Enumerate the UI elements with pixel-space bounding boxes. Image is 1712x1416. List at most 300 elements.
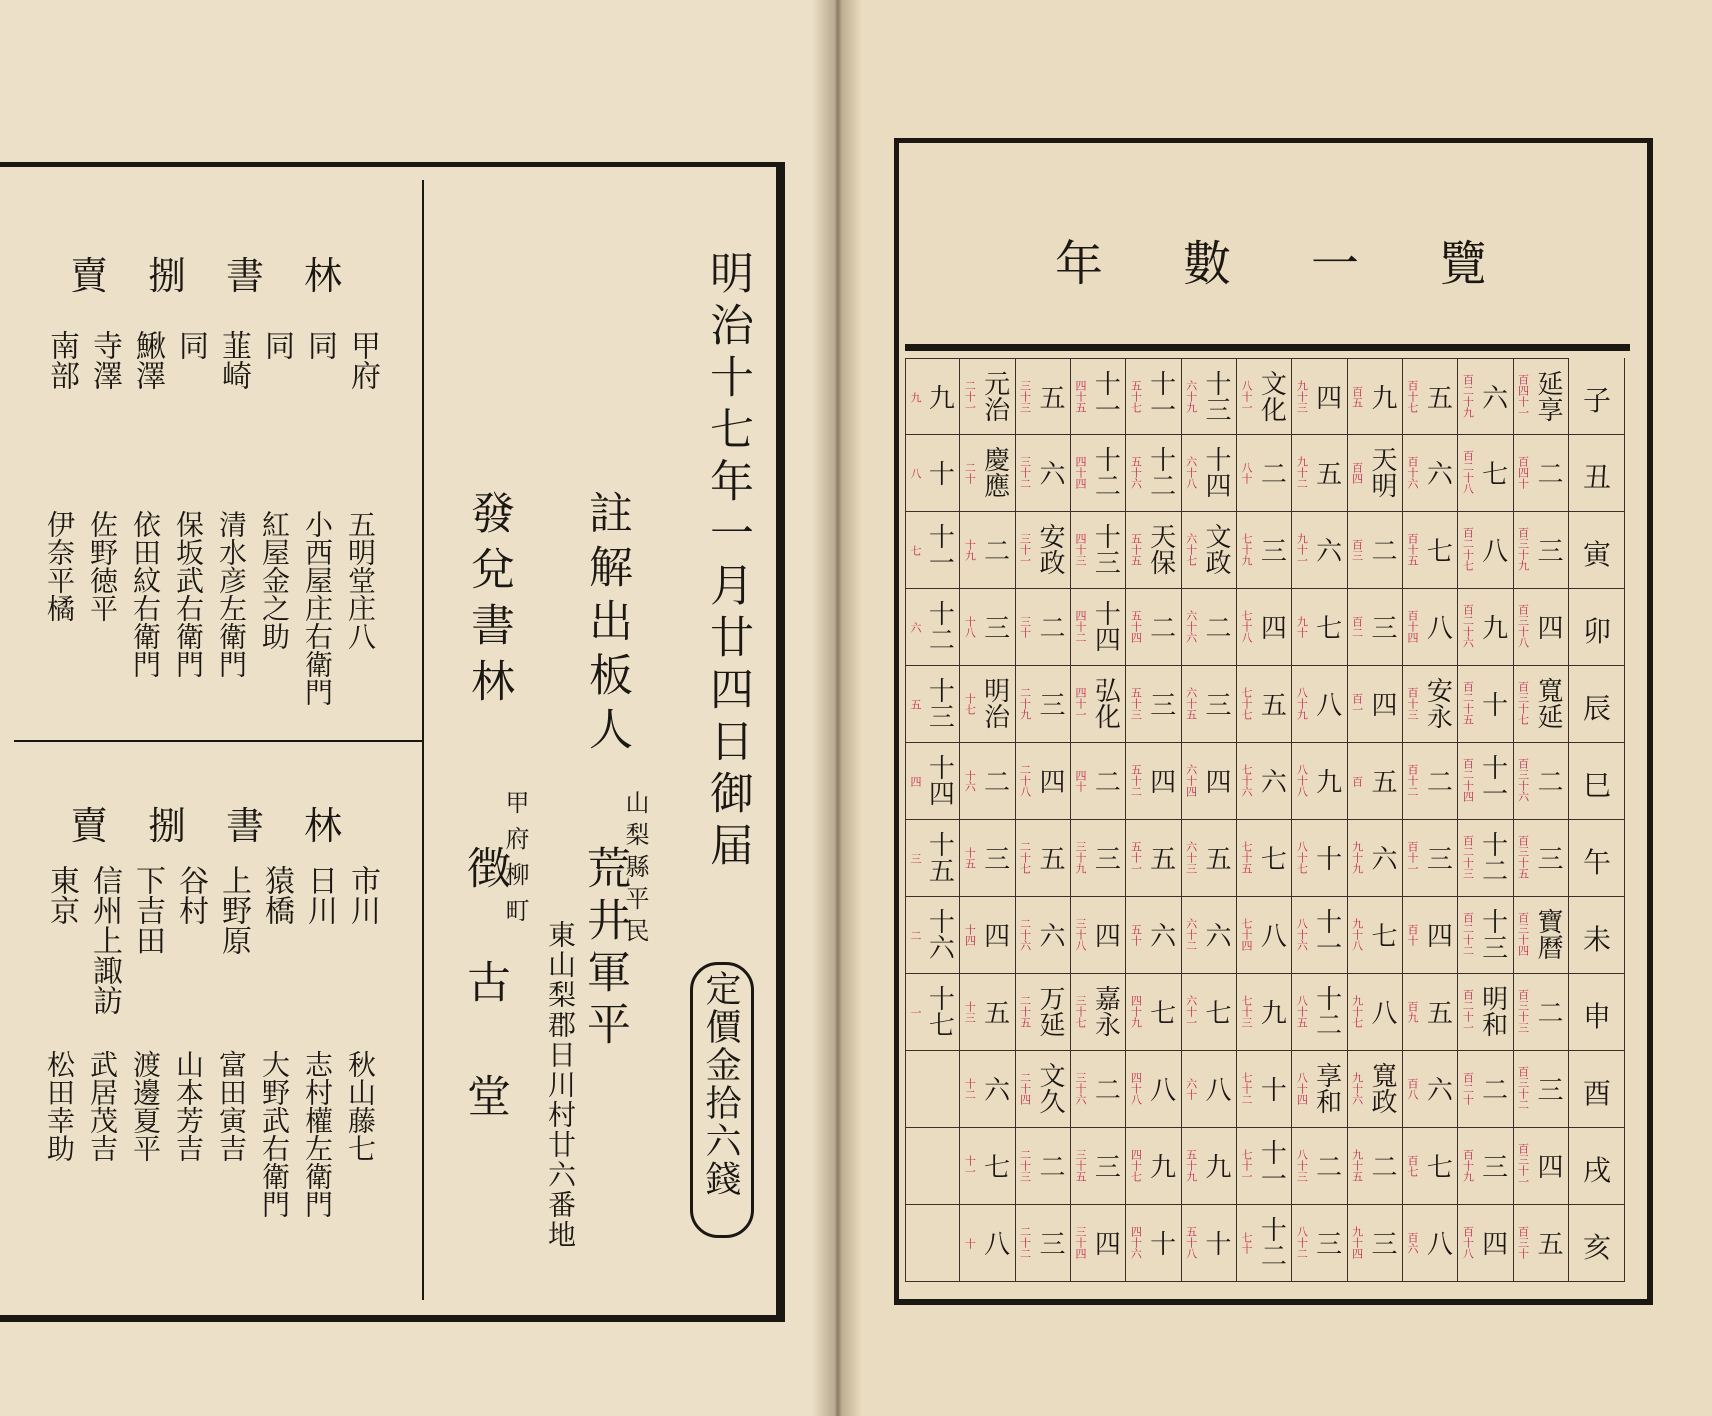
era-year: 三 — [1477, 1152, 1508, 1179]
era-year: 四 — [1145, 767, 1176, 794]
years-ago-count: 六十二 — [1184, 917, 1198, 951]
years-ago-count: 七十一 — [1240, 1148, 1253, 1182]
years-ago-count: 九十三 — [1295, 379, 1309, 413]
years-ago-count: 二十二 — [1018, 1225, 1032, 1259]
era-year: 嘉永 — [1090, 984, 1121, 1037]
years-ago-count: 十四 — [963, 923, 977, 946]
years-ago-count: 七 — [909, 544, 922, 556]
sellers-title-2: 賣捌書林 — [70, 804, 383, 848]
year-cell — [1458, 1205, 1513, 1282]
zodiac-label: 戌 — [1582, 1153, 1611, 1187]
seller-place: 谷村 — [173, 865, 208, 925]
year-cell — [1458, 743, 1513, 820]
era-year: 五 — [1145, 844, 1176, 871]
years-ago-count: 百二十七 — [1461, 526, 1475, 571]
years-ago-count: 五十九 — [1184, 1148, 1198, 1182]
years-ago-count: 四十六 — [1129, 1225, 1143, 1259]
zodiac-cell — [1569, 435, 1625, 512]
era-year: 二 — [1366, 536, 1397, 563]
year-cell — [1514, 435, 1569, 512]
year-cell — [1016, 435, 1071, 512]
years-ago-count: 七十五 — [1240, 840, 1253, 874]
years-ago-count: 四十 — [1074, 769, 1087, 792]
years-ago-count: 百三十六 — [1516, 757, 1530, 802]
years-ago-count: 百二 — [1350, 615, 1364, 638]
year-cell — [1458, 666, 1513, 743]
era-year: 四 — [1090, 921, 1121, 948]
years-ago-count: 五十四 — [1129, 609, 1143, 643]
years-ago-count: 三十三 — [1018, 379, 1032, 413]
era-year: 慶應 — [979, 445, 1010, 498]
year-cell — [1182, 666, 1237, 743]
year-cell — [1126, 974, 1181, 1051]
years-ago-count: 八十三 — [1295, 1148, 1309, 1182]
year-cell — [1182, 1205, 1237, 1282]
year-cell — [1348, 666, 1403, 743]
zodiac-label: 未 — [1582, 922, 1611, 956]
era-year: 六 — [1034, 921, 1065, 948]
era-year: 三 — [979, 613, 1010, 640]
zodiac-label: 亥 — [1582, 1230, 1611, 1264]
zodiac-cell — [1569, 974, 1625, 1051]
era-year: 三 — [1532, 536, 1563, 563]
era-year: 十七 — [924, 984, 955, 1037]
year-cell — [1071, 820, 1126, 897]
seller-name: 小西屋庄右衛門 — [301, 510, 334, 706]
era-year: 十一 — [1145, 369, 1176, 422]
era-year: 延享 — [1532, 369, 1563, 422]
era-year: 十四 — [1090, 599, 1121, 652]
seller-place: 同 — [173, 330, 208, 360]
era-year: 十二 — [1090, 445, 1121, 498]
years-ago-count: 三十七 — [1074, 994, 1087, 1028]
year-cell — [1237, 820, 1292, 897]
seller-name: 武居茂吉 — [86, 1050, 119, 1162]
era-year: 六 — [1311, 536, 1342, 563]
era-year: 二 — [1090, 1075, 1121, 1102]
years-ago-count: 七十八 — [1240, 609, 1253, 643]
year-cell — [1348, 974, 1403, 1051]
era-year: 安政 — [1034, 522, 1065, 575]
year-cell — [1237, 743, 1292, 820]
years-ago-count: 五十六 — [1129, 455, 1143, 489]
year-cell — [1403, 743, 1458, 820]
year-cell — [1237, 897, 1292, 974]
years-ago-count: 百六 — [1406, 1231, 1419, 1254]
table-title: 年數一覽 — [1055, 236, 1568, 292]
era-year: 五 — [1311, 459, 1342, 486]
year-cell — [905, 1205, 960, 1282]
era-year: 四 — [1090, 1229, 1121, 1256]
year-cell — [1403, 589, 1458, 666]
years-ago-count: 百二十四 — [1461, 757, 1475, 802]
zodiac-label: 巳 — [1582, 768, 1611, 802]
year-cell — [1514, 589, 1569, 666]
year-cell — [1292, 897, 1347, 974]
era-year: 八 — [1422, 613, 1453, 640]
year-cell — [1292, 358, 1347, 435]
years-ago-count: 三十二 — [1018, 455, 1032, 489]
years-ago-count: 五 — [909, 698, 922, 710]
era-year: 二 — [1532, 998, 1563, 1025]
year-cell — [1237, 1205, 1292, 1282]
year-cell — [1126, 743, 1181, 820]
sellers-divider — [14, 740, 422, 742]
price: 定價金拾六錢 — [700, 970, 741, 1198]
year-cell — [1126, 435, 1181, 512]
years-ago-count: 百二十九 — [1461, 373, 1475, 418]
year-cell — [1514, 743, 1569, 820]
years-ago-count: 二 — [909, 929, 922, 941]
years-ago-count: 六十七 — [1184, 532, 1198, 566]
era-year: 文政 — [1200, 522, 1231, 575]
year-grid — [905, 358, 1625, 1282]
year-cell — [960, 974, 1015, 1051]
year-cell — [1016, 1128, 1071, 1205]
years-ago-count: 六十五 — [1184, 686, 1198, 720]
era-year: 十三 — [924, 676, 955, 729]
era-year: 二 — [1532, 459, 1563, 486]
year-cell — [1403, 1128, 1458, 1205]
year-cell — [1016, 820, 1071, 897]
years-ago-count: 百五 — [1350, 385, 1364, 408]
era-year: 六 — [1366, 844, 1397, 871]
era-year: 十四 — [924, 753, 955, 806]
seller-place: 鰍澤 — [130, 330, 165, 390]
seller-place: 上野原 — [216, 865, 251, 955]
years-ago-count: 二十九 — [1018, 686, 1032, 720]
year-cell — [1126, 1205, 1181, 1282]
years-ago-count: 四十八 — [1129, 1071, 1143, 1105]
years-ago-count: 七十九 — [1240, 532, 1253, 566]
era-year: 十二 — [1477, 830, 1508, 883]
year-cell — [960, 897, 1015, 974]
year-cell — [1182, 435, 1237, 512]
era-year: 八 — [1422, 1229, 1453, 1256]
year-cell — [1292, 512, 1347, 589]
issuer-prefecture: 甲府柳町 — [501, 790, 529, 934]
years-ago-count: 百十七 — [1406, 379, 1419, 413]
years-ago-count: 七十二 — [1240, 1071, 1253, 1105]
era-year: 三 — [1366, 1229, 1397, 1256]
era-year: 二 — [1477, 1075, 1508, 1102]
years-ago-count: 二十三 — [1018, 1148, 1032, 1182]
era-year: 七 — [1311, 613, 1342, 640]
years-ago-count: 百十三 — [1406, 686, 1419, 720]
year-cell — [1514, 974, 1569, 1051]
years-ago-count: 五十 — [1129, 923, 1143, 946]
years-ago-count: 八十六 — [1295, 917, 1309, 951]
year-cell — [1126, 1051, 1181, 1128]
years-ago-count: 百二十二 — [1461, 911, 1475, 956]
years-ago-count: 百十一 — [1406, 840, 1419, 874]
years-ago-count: 六十 — [1184, 1077, 1198, 1100]
era-year: 十三 — [1477, 907, 1508, 960]
years-ago-count: 百三十八 — [1516, 603, 1530, 648]
year-cell — [1071, 435, 1126, 512]
years-ago-count: 八十一 — [1240, 379, 1253, 413]
era-year: 四 — [1532, 1152, 1563, 1179]
years-ago-count: 八十七 — [1295, 840, 1309, 874]
issuer-name: 徴古堂 — [459, 845, 510, 1187]
year-cell — [1071, 358, 1126, 435]
era-year: 十 — [1311, 844, 1342, 871]
era-year: 二 — [1256, 459, 1287, 486]
seller-place: 下吉田 — [130, 865, 165, 955]
zodiac-cell — [1569, 512, 1625, 589]
year-cell — [1016, 743, 1071, 820]
years-ago-count: 四十四 — [1074, 455, 1087, 489]
years-ago-count: 九十九 — [1350, 840, 1364, 874]
era-year: 六 — [1256, 767, 1287, 794]
era-year: 十一 — [1477, 753, 1508, 806]
years-ago-count: 三十六 — [1074, 1071, 1087, 1105]
seller-name: 志村權左衛門 — [301, 1050, 334, 1218]
year-cell — [905, 666, 960, 743]
zodiac-cell — [1569, 1205, 1625, 1282]
years-ago-count: 二十七 — [1018, 840, 1032, 874]
year-cell — [1458, 435, 1513, 512]
year-cell — [1237, 435, 1292, 512]
era-year: 三 — [1311, 1229, 1342, 1256]
era-year: 十六 — [924, 907, 955, 960]
seller-name: 松田幸助 — [43, 1050, 76, 1162]
era-year: 八 — [1145, 1075, 1176, 1102]
era-year: 六 — [1422, 459, 1453, 486]
years-ago-count: 六十一 — [1184, 994, 1198, 1028]
years-ago-count: 十八 — [963, 615, 977, 638]
years-ago-count: 三十一 — [1018, 532, 1032, 566]
seller-name: 渡邊夏平 — [129, 1050, 162, 1162]
year-cell — [1348, 1128, 1403, 1205]
year-cell — [1182, 1128, 1237, 1205]
years-ago-count: 九 — [909, 391, 922, 403]
year-cell — [1292, 666, 1347, 743]
year-cell — [905, 1051, 960, 1128]
years-ago-count: 四十七 — [1129, 1148, 1143, 1182]
years-ago-count: 百十八 — [1461, 1225, 1475, 1259]
years-ago-count: 十二 — [963, 1077, 977, 1100]
era-year: 十一 — [1090, 369, 1121, 422]
year-cell — [1237, 358, 1292, 435]
era-year: 三 — [1366, 613, 1397, 640]
year-cell — [1016, 974, 1071, 1051]
era-year: 六 — [1034, 459, 1065, 486]
era-year: 九 — [1366, 383, 1397, 410]
publisher-address: 東山梨郡日川村廿六番地 — [544, 920, 577, 1250]
years-ago-count: 五十二 — [1129, 763, 1143, 797]
year-cell — [960, 666, 1015, 743]
seller-name: 紅屋金之助 — [258, 510, 291, 650]
years-ago-count: 百九 — [1406, 1000, 1419, 1023]
seller-name: 五明堂庄八 — [344, 510, 377, 650]
years-ago-count: 七十七 — [1240, 686, 1253, 720]
years-ago-count: 百二十八 — [1461, 449, 1475, 494]
year-cell — [960, 1205, 1015, 1282]
era-year: 二 — [979, 767, 1010, 794]
era-year: 七 — [1200, 998, 1231, 1025]
era-year: 三 — [1532, 844, 1563, 871]
era-year: 十 — [1200, 1229, 1231, 1256]
years-ago-count: 百十九 — [1461, 1148, 1475, 1182]
seller-place: 東京 — [44, 865, 79, 925]
year-cell — [1458, 1051, 1513, 1128]
era-year: 三 — [979, 844, 1010, 871]
year-cell — [1182, 897, 1237, 974]
year-cell — [1514, 512, 1569, 589]
years-ago-count: 三十四 — [1074, 1225, 1087, 1259]
years-ago-count: 九十四 — [1350, 1225, 1364, 1259]
year-cell — [1348, 820, 1403, 897]
years-ago-count: 二十四 — [1018, 1071, 1032, 1105]
era-year: 七 — [1422, 1152, 1453, 1179]
years-ago-count: 二十八 — [1018, 763, 1032, 797]
years-ago-count: 四十九 — [1129, 994, 1143, 1028]
year-cell — [905, 820, 960, 897]
years-ago-count: 四十一 — [1074, 686, 1087, 720]
year-cell — [1514, 1205, 1569, 1282]
years-ago-count: 十一 — [963, 1154, 977, 1177]
seller-name: 保坂武右衛門 — [172, 510, 205, 678]
era-year: 九 — [1256, 998, 1287, 1025]
year-cell — [960, 820, 1015, 897]
years-ago-count: 三十 — [1018, 615, 1032, 638]
year-cell — [1182, 1051, 1237, 1128]
year-cell — [960, 358, 1015, 435]
year-cell — [1126, 820, 1181, 897]
year-cell — [1126, 358, 1181, 435]
era-year: 天明 — [1366, 445, 1397, 498]
years-ago-count: 百二十六 — [1461, 603, 1475, 648]
years-ago-count: 十三 — [963, 1000, 977, 1023]
era-year: 二 — [1090, 767, 1121, 794]
years-ago-count: 七十六 — [1240, 763, 1253, 797]
year-cell — [1182, 974, 1237, 1051]
era-year: 十二 — [924, 599, 955, 652]
era-year: 十一 — [1256, 1138, 1287, 1191]
years-ago-count: 六十九 — [1184, 379, 1198, 413]
era-year: 五 — [1034, 844, 1065, 871]
years-ago-count: 二十六 — [1018, 917, 1032, 951]
year-cell — [1237, 666, 1292, 743]
years-ago-count: 百四十 — [1516, 455, 1530, 489]
zodiac-label: 子 — [1582, 383, 1611, 417]
year-cell — [1403, 1051, 1458, 1128]
years-ago-count: 九十一 — [1295, 532, 1309, 566]
era-year: 八 — [1256, 921, 1287, 948]
years-ago-count: 二十 — [963, 461, 977, 484]
years-ago-count: 百八 — [1406, 1077, 1419, 1100]
year-cell — [1403, 820, 1458, 897]
year-cell — [1458, 589, 1513, 666]
era-year: 八 — [1311, 690, 1342, 717]
era-year: 八 — [1477, 536, 1508, 563]
zodiac-cell — [1569, 666, 1625, 743]
years-ago-count: 十五 — [963, 846, 977, 869]
years-ago-count: 百二十 — [1461, 1071, 1475, 1105]
years-ago-count: 二十五 — [1018, 994, 1032, 1028]
years-ago-count: 十九 — [963, 538, 977, 561]
years-ago-count: 五十七 — [1129, 379, 1143, 413]
year-cell — [1348, 512, 1403, 589]
era-year: 三 — [1256, 536, 1287, 563]
year-cell — [960, 589, 1015, 666]
year-cell — [1071, 974, 1126, 1051]
years-ago-count: 九十六 — [1350, 1071, 1364, 1105]
era-year: 四 — [1366, 690, 1397, 717]
years-ago-count: 八十四 — [1295, 1071, 1309, 1105]
year-cell — [1292, 1128, 1347, 1205]
years-ago-count: 百三十二 — [1516, 1065, 1530, 1110]
year-cell — [1071, 1051, 1126, 1128]
era-year: 十二 — [1145, 445, 1176, 498]
era-year: 九 — [1311, 767, 1342, 794]
era-year: 三 — [1422, 844, 1453, 871]
year-cell — [1071, 1205, 1126, 1282]
zodiac-label: 丑 — [1582, 460, 1611, 494]
year-cell — [1182, 820, 1237, 897]
publisher-role: 註解出板人 — [581, 490, 632, 760]
years-ago-count: 六十三 — [1184, 840, 1198, 874]
years-ago-count: 五十五 — [1129, 532, 1143, 566]
year-cell — [1126, 589, 1181, 666]
year-cell — [1458, 820, 1513, 897]
year-cell — [1016, 666, 1071, 743]
era-year: 七 — [979, 1152, 1010, 1179]
era-year: 四 — [1422, 921, 1453, 948]
era-year: 万延 — [1034, 984, 1065, 1037]
era-year: 明治 — [979, 676, 1010, 729]
year-cell — [1126, 897, 1181, 974]
year-cell — [1348, 358, 1403, 435]
year-cell — [1403, 512, 1458, 589]
seller-place: 寺澤 — [87, 330, 122, 390]
years-ago-count: 十 — [963, 1237, 977, 1249]
years-ago-count: 九十八 — [1350, 917, 1364, 951]
years-ago-count: 七十 — [1240, 1231, 1253, 1254]
era-year: 六 — [1477, 383, 1508, 410]
seller-name: 大野武右衛門 — [258, 1050, 291, 1218]
year-cell — [960, 435, 1015, 512]
years-ago-count: 百二十三 — [1461, 834, 1475, 879]
year-cell — [1237, 1128, 1292, 1205]
year-cell — [1458, 974, 1513, 1051]
era-year: 二 — [1145, 613, 1176, 640]
years-ago-count: 九十 — [1295, 615, 1309, 638]
years-ago-count: 六 — [909, 621, 922, 633]
years-ago-count: 百三十九 — [1516, 526, 1530, 571]
year-cell — [1292, 974, 1347, 1051]
seller-name: 佐野徳平 — [86, 510, 119, 622]
era-year: 三 — [1090, 1152, 1121, 1179]
years-ago-count: 百十 — [1406, 923, 1419, 946]
book-gutter — [812, 0, 862, 1416]
era-year: 三 — [1034, 1229, 1065, 1256]
year-cell — [1292, 820, 1347, 897]
era-year: 寬延 — [1532, 676, 1563, 729]
zodiac-cell — [1569, 1128, 1625, 1205]
era-year: 安永 — [1422, 676, 1453, 729]
era-year: 八 — [979, 1229, 1010, 1256]
seller-place: 同 — [302, 330, 337, 360]
era-year: 十三 — [1090, 522, 1121, 575]
year-cell — [1071, 666, 1126, 743]
era-year: 七 — [1256, 844, 1287, 871]
sellers-title-1: 賣捌書林 — [70, 254, 383, 298]
year-cell — [1514, 666, 1569, 743]
year-cell — [1403, 666, 1458, 743]
publisher-prefecture: 山梨縣平民 — [621, 790, 649, 950]
